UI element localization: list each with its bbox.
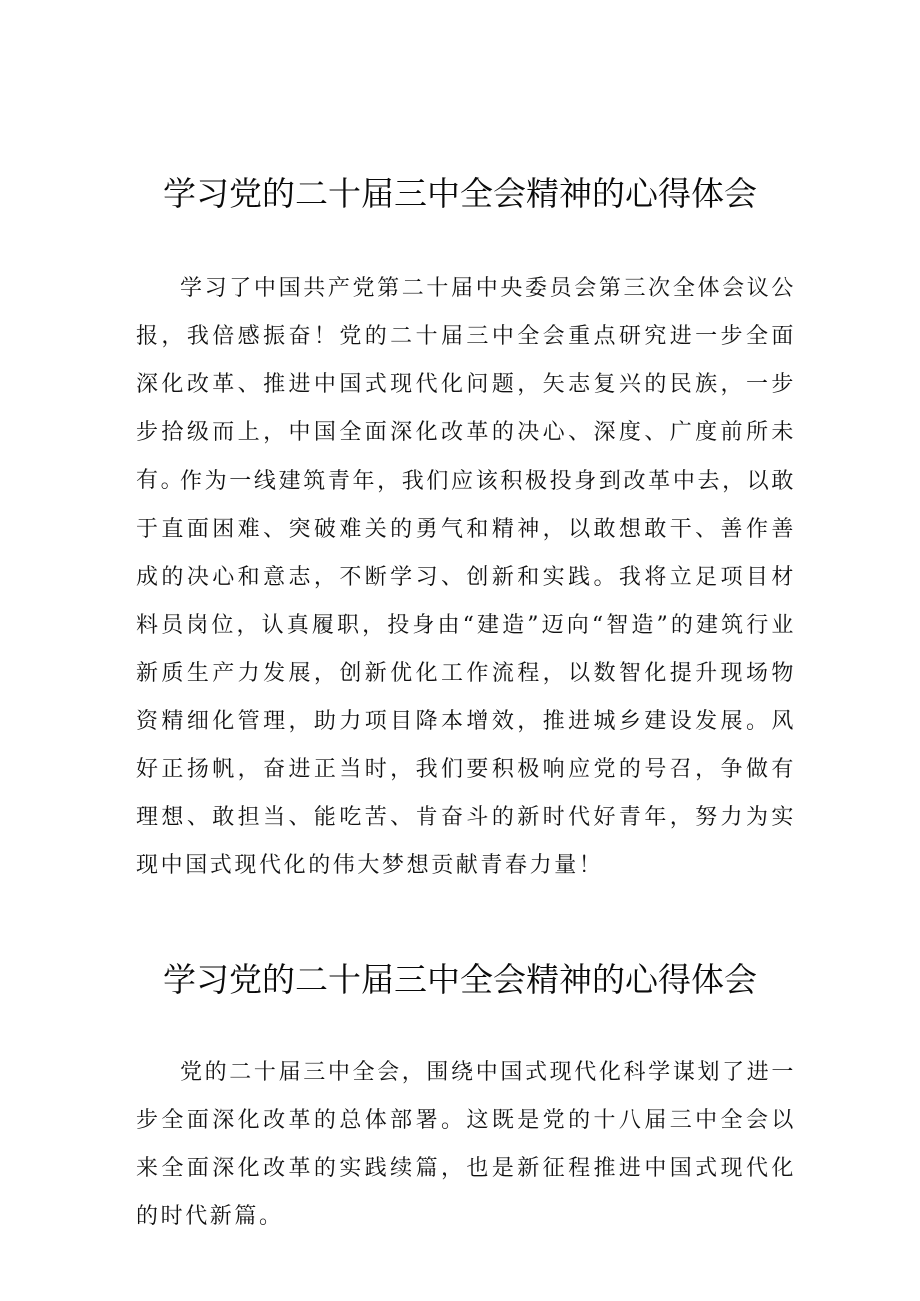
section-1-title: 学习党的二十届三中全会精神的心得体会 [163,174,757,213]
section-2-paragraph-1: 党的二十届三中全会，围绕中国式现代化科学谋划了进一步全面深化改革的总体部署。这既是党的十八届三中全会以来全面深化改革的实践续篇，也是新征程推进中国式现代化的时代新篇。 [136,1060,796,1229]
section-1-paragraph-2: 作为一线建筑青年，我们应该积极投身到改革中去，以敢于直面困难、突破难关的勇气和精神，以敢想敢干、善作善成的决心和意志，不断学习、创新和实践。我将立足项目材料员岗位，认真履职，投身由“建造”迈向“智造”的建筑行业新质生产力发展，创新优化工作流程，以数智化提升现场物资精细化管理，助力项目降本增效，推进城乡建设发展。风好正扬帆，奋进正当时，我们要积极响应党的号召，争做有理想、敢担当、能吃苦、肯奋斗的新时代好青年，努力为实现中国式现代化的伟大梦想贡献青春力量！ [136,469,796,878]
section-1-paragraph-1: 学习了中国共产党第二十届中央委员会第三次全体会议公报，我倍感振奋！党的二十届三中全会重点研究进一步全面深化改革、推进中国式现代化问题，矢志复兴的民族，一步步拾级而上，中国全面深化改革的决心、深度、广度前所未有。 [136,276,796,493]
section-2-title: 学习党的二十届三中全会精神的心得体会 [163,960,757,999]
